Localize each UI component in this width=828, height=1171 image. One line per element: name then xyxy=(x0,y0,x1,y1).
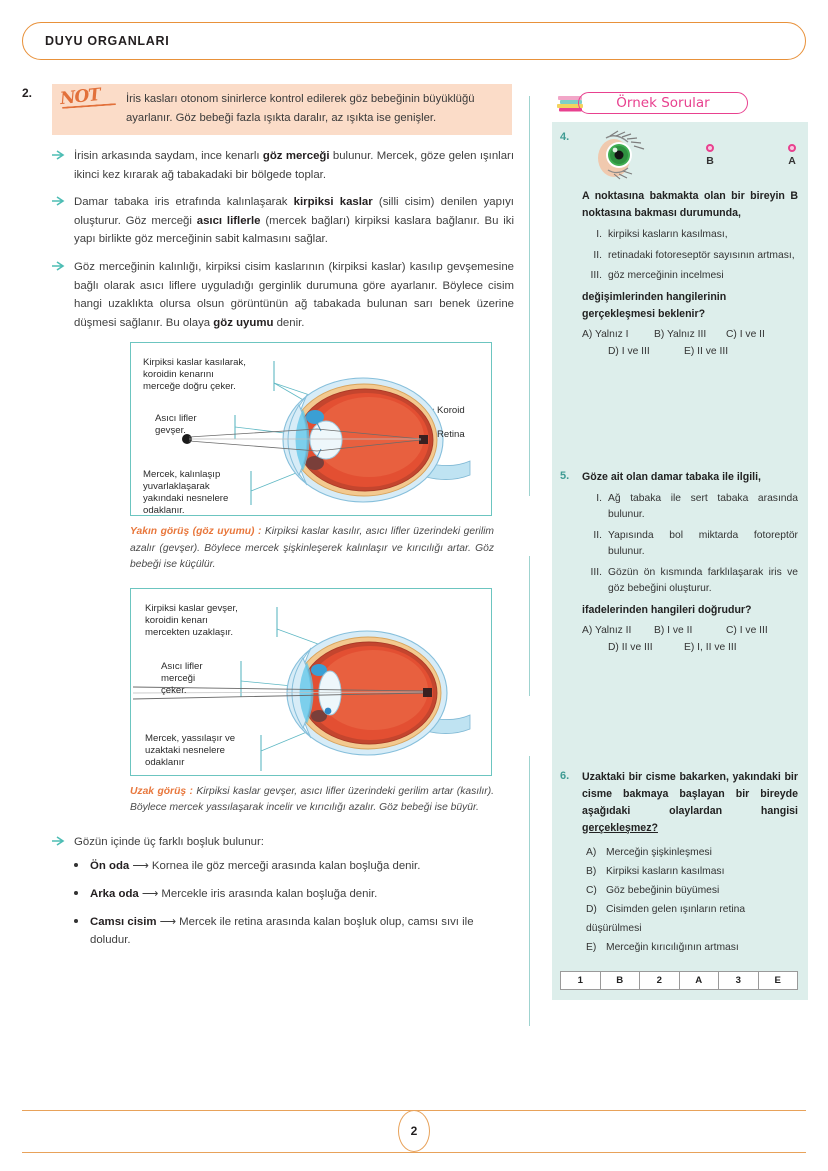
arrow-bullet-icon xyxy=(52,147,74,184)
page-title: DUYU ORGANLARI xyxy=(45,34,170,48)
question4-figure xyxy=(582,130,798,186)
roman-text: kirpiksi kasların kasılması, xyxy=(608,229,728,240)
figure2-label-lens: Mercek, yassılaşır ve xyxy=(145,732,236,744)
not-handwritten-icon: NOT xyxy=(60,88,120,108)
list-item-text: Damar tabaka iris etrafında kalınlaşarak kirpiksi kaslar (silli cisim) denilen yapıyı oluşturur. Göz merceği asıcı liflerle (mercek bağları) kirpiksi kaslara bağlanır. Bu iki yapı birlikte göz merceğinin sabit kalmasını sağlar. xyxy=(74,196,515,246)
page-number: 2 xyxy=(398,1110,430,1152)
left-content-column xyxy=(22,84,515,959)
point-b-marker xyxy=(700,144,720,167)
list-item-text: Camsı cisim ⟶ Mercek ile retina arasında kalan boşluk olup, camsı sıvı ile doludur. xyxy=(90,915,474,947)
question-block-5 xyxy=(560,469,798,653)
list-item xyxy=(582,227,798,244)
caption-text: Kirpiksi kaslar kasılır, asıcı lifler üzerindeki gerilim azalır (gevşer). Böylece mercek şişkinleşerek kalınlaşır ve kırıcılığı artar. Göz bebeği ise küçülür. xyxy=(130,526,495,571)
figure-label-muscle-2: koroidin kenarını xyxy=(143,369,214,381)
question-tail: değişimlerinden hangilerinin gerçekleşmesi beklenir? xyxy=(582,290,727,320)
roman-number: I. xyxy=(596,492,602,504)
figure-label-lens-2: yuvarlaklaşarak xyxy=(143,481,210,493)
point-dot-icon xyxy=(788,144,796,152)
arrow-bullet-icon xyxy=(52,258,74,332)
question-number: 5. xyxy=(560,469,570,482)
answer-key-cell: 3 xyxy=(719,972,759,989)
list-item xyxy=(582,528,798,561)
figure-caption-far-vision xyxy=(130,784,494,817)
figure-label-choroid: Koroid xyxy=(437,405,465,417)
roman-number: III. xyxy=(590,270,602,281)
caption-lead: Uzak görüş : xyxy=(130,785,193,797)
options-column xyxy=(582,843,798,957)
eye-illustration-icon xyxy=(588,130,658,182)
list-item xyxy=(582,268,798,285)
figure2-label-muscle-3: mercekten uzaklaşır. xyxy=(145,626,233,638)
figure2-label-lens-3: odaklanır xyxy=(145,756,185,768)
list-item xyxy=(582,565,798,598)
roman-list xyxy=(582,227,798,285)
option-c[interactable]: C) I ve II xyxy=(725,328,765,340)
figure-caption-near-vision xyxy=(130,524,494,574)
eye-diagram-near-vision xyxy=(130,342,492,516)
page-header-bar xyxy=(22,22,806,60)
option-e[interactable]: E) II ve III xyxy=(684,345,729,357)
option-a[interactable]: A) Yalnız I xyxy=(582,328,629,340)
list-item-text: Gözün içinde üç farklı boşluk bulunur: xyxy=(74,835,264,848)
question-tail: ifadelerinden hangileri doğrudur? xyxy=(582,603,752,616)
bullet-list xyxy=(52,147,514,332)
question-number: 4. xyxy=(560,131,570,143)
list-item xyxy=(52,833,514,852)
roman-list xyxy=(582,491,798,598)
roman-text: Ağ tabaka ile sert tabaka arasında bulunur. xyxy=(608,492,798,520)
roman-number: II. xyxy=(593,249,602,261)
question-block-4 xyxy=(560,130,798,357)
questions-panel xyxy=(552,122,808,1000)
question-stem-pre: Uzaktaki bir cisme bakarken, yakındaki bir cisme bakmaya başlayan bir bireyde aşağıdaki olaylardan hangisi xyxy=(582,770,798,817)
right-questions-column xyxy=(552,92,808,1000)
answer-key-cell: E xyxy=(774,974,781,986)
point-b-label: B xyxy=(706,155,714,167)
question-number: 6. xyxy=(560,769,570,782)
list-item xyxy=(52,193,514,249)
option-b[interactable]: B) I ve II xyxy=(653,624,693,636)
question-stem xyxy=(582,769,798,837)
roman-text: göz merceğinin incelmesi xyxy=(608,270,724,281)
spacer-after-q5 xyxy=(560,657,798,769)
caption-text: Kirpiksi kaslar gevşer, asıcı lifler üzerindeki gerilim artar (kasılır). Böylece mercek yassılaşarak incelir ve kırıcılığı azalır. Göz bebeği ise büyür. xyxy=(130,785,494,814)
options-row-2 xyxy=(582,346,798,357)
roman-number: III. xyxy=(590,566,602,578)
caption-lead: Yakın görüş (göz uyumu) : xyxy=(130,526,262,538)
column-divider xyxy=(529,96,530,1026)
roman-text: retinadaki fotoreseptör sayısının artması, xyxy=(608,249,795,261)
figure-label-retina: Retina xyxy=(437,429,465,441)
list-item xyxy=(582,248,798,265)
figure2-label-lens-2: uzaktaki nesnelere xyxy=(145,744,225,756)
answer-key-cell: A xyxy=(680,972,720,989)
option-e[interactable]: E) Merceğin kırıcılığının artması xyxy=(586,941,739,953)
list-item-text: İrisin arkasında saydam, ince kenarlı göz merceği bulunur. Mercek, göze gelen ışınları ikinci kez kırarak ağ tabakadaki bir bölgede toplar. xyxy=(74,150,515,181)
figure-label-muscle-3: merceğe doğru çeker. xyxy=(143,381,236,393)
option-e[interactable]: E) I, II ve III xyxy=(684,641,737,653)
figure2-label-muscle: Kirpiksi kaslar gevşer, xyxy=(145,602,238,614)
option-c[interactable]: C) I ve III xyxy=(725,624,768,636)
figure2-label-fiber-2: merceği xyxy=(161,672,196,684)
list-item-text: Ön oda ⟶ Kornea ile göz merceği arasında kalan boşluğa denir. xyxy=(90,860,421,873)
option-b[interactable]: B) Yalnız III xyxy=(653,328,707,340)
option-d[interactable]: D) II ve III xyxy=(608,641,653,653)
point-a-marker xyxy=(782,144,802,167)
roman-text: Gözün ön kısmında farklılaşarak iris ve göz bebeğini oluşturur. xyxy=(608,566,798,594)
dot-bullet-icon xyxy=(74,913,90,950)
section-item-number: 2. xyxy=(22,86,33,100)
option-d[interactable]: D) Cisimden gelen ışınların retina düşürülmesi xyxy=(586,903,746,934)
question-stem-negation: gerçekleşmez? xyxy=(582,821,658,834)
answer-key-table xyxy=(560,971,798,990)
arrow-bullet-icon xyxy=(52,833,74,852)
question-block-6 xyxy=(560,769,798,957)
figure-label-lens-3: yakındaki nesnelere xyxy=(143,493,229,505)
eye-diagram-far-vision xyxy=(130,588,492,776)
dot-bullet-icon xyxy=(74,857,90,876)
note-text: İris kasları otonom sinirlerce kontrol edilerek göz bebeğinin büyüklüğü ayarlanır. Göz bebeği fazla ışıkta daralır, az ışıkta ise genişler. xyxy=(126,93,475,124)
list-item-text: Arka oda ⟶ Mercekle iris arasında kalan boşluğa denir. xyxy=(90,888,378,901)
roman-number: I. xyxy=(596,229,602,240)
point-dot-icon xyxy=(706,144,714,152)
cavities-sub-list xyxy=(74,857,512,949)
option-c[interactable]: C) Göz bebeğinin büyümesi xyxy=(586,884,720,896)
figure-label-lens-4: odaklanır. xyxy=(143,505,185,516)
question-stem: A noktasına bakmakta olan bir bireyin B noktasına bakması durumunda, xyxy=(582,190,798,219)
list-item xyxy=(74,913,512,950)
option-a[interactable]: A) Yalnız II xyxy=(582,624,632,636)
list-item xyxy=(52,258,514,332)
list-item xyxy=(74,885,512,904)
figure-label-muscle: Kirpiksi kaslar kasılarak, xyxy=(143,357,246,369)
cavities-bullet-list xyxy=(52,833,514,852)
option-d[interactable]: D) I ve III xyxy=(608,345,650,357)
list-item xyxy=(52,147,514,184)
answer-key-cell: 2 xyxy=(640,972,680,989)
figure2-label-fiber-3: çeker. xyxy=(161,684,187,696)
point-a-label: A xyxy=(788,155,796,167)
figure-label-fiber: Asıcı lifler xyxy=(155,413,197,425)
list-item xyxy=(582,491,798,524)
dot-bullet-icon xyxy=(74,885,90,904)
note-box xyxy=(52,84,512,135)
question-stem: Göze ait olan damar tabaka ile ilgili, xyxy=(582,470,761,483)
sample-questions-label: Örnek Sorular xyxy=(616,95,710,111)
sample-questions-header xyxy=(552,92,808,118)
list-item xyxy=(74,857,512,876)
figure2-label-muscle-2: koroidin kenarı xyxy=(145,614,208,626)
roman-text: Yapısında bol miktarda fotoreptör bulunur. xyxy=(608,529,798,557)
roman-number: II. xyxy=(593,529,602,541)
spacer-after-q4 xyxy=(560,361,798,469)
options-row-1 xyxy=(582,625,798,636)
options-row-1 xyxy=(582,329,798,340)
figure-label-fiber-2: gevşer. xyxy=(155,425,186,437)
answer-key-cell: 1 xyxy=(561,972,601,989)
options-row-2 xyxy=(582,642,798,653)
option-b[interactable]: B) Kirpiksi kasların kasılması xyxy=(586,865,725,877)
footer-rule-bottom xyxy=(22,1152,806,1153)
list-item-text: Göz merceğinin kalınlığı, kirpiksi cisim kaslarının (kirpiksi kaslar) kasılıp gevşemesine bağlı olarak asıcı liflere uyguladığı gerginlik durumuna göre ayarlanır. Böylece cisim hangi uzaklıkta olursa olsun görüntünün ağ tabakada bulunan sarı benek üzerine düşmesi sağlanır. Bu olaya göz uyumu denir. xyxy=(74,260,514,329)
sample-questions-pill xyxy=(578,92,748,114)
figure-label-lens: Mercek, kalınlaşıp xyxy=(143,469,221,481)
answer-key-cell: B xyxy=(601,972,641,989)
option-a[interactable]: A) Merceğin şişkinleşmesi xyxy=(586,846,712,858)
figure2-label-fiber: Asıcı lifler xyxy=(161,660,203,672)
arrow-bullet-icon xyxy=(52,193,74,249)
